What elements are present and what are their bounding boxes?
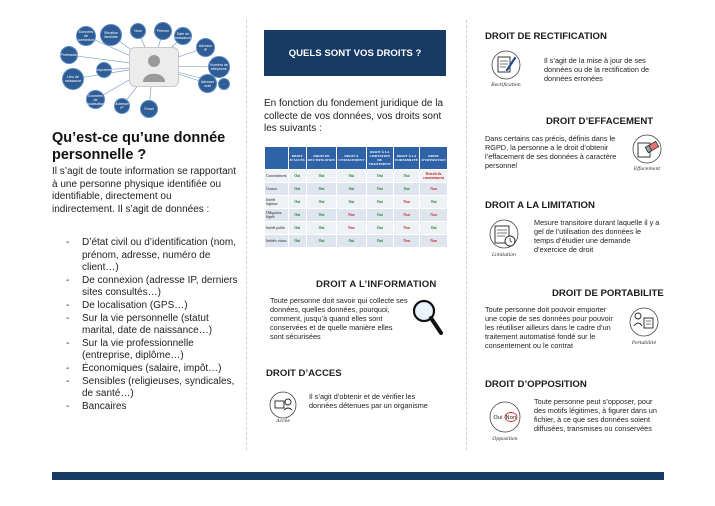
mindmap-node: Adresse mail <box>198 74 217 93</box>
table-cell: Oui <box>366 222 393 235</box>
mindmap-node: Lieu de naissance <box>62 68 84 90</box>
table-cell: Non <box>420 183 448 196</box>
mindmap-node: Numéro de téléphone <box>208 56 230 78</box>
table-cell: Non <box>393 235 419 248</box>
table-header-cell: DROIT À LA PORTABILITÉ <box>393 147 419 170</box>
legal-basis-cell: Intérêt public <box>265 222 289 235</box>
table-cell: Oui <box>366 170 393 183</box>
table-cell: Oui <box>288 235 306 248</box>
legal-basis-cell: Obligation légale <box>265 209 289 222</box>
table-cell: Non <box>337 209 366 222</box>
access-icon-label: Accès <box>276 419 290 424</box>
opposition-heading: DROIT D’OPPOSITION <box>485 379 587 390</box>
table-cell: Retrait du consentement <box>420 170 448 183</box>
table-header-cell: DROIT D’OPPOSITION <box>420 147 448 170</box>
mindmap-node: Profession <box>60 46 78 64</box>
table-row <box>265 196 448 209</box>
table-header-cell: DROIT D’ACCÈS <box>288 147 306 170</box>
mindmap-node: Empreintes <box>96 62 112 78</box>
mindmap-node: Prénom <box>154 22 172 40</box>
opposition-icon-label: Opposition <box>492 437 518 442</box>
effacement-heading: DROIT D’EFFACEMENT <box>546 116 654 127</box>
table-cell: Non <box>393 209 419 222</box>
person-avatar <box>129 47 179 87</box>
portabilite-heading: DROIT DE PORTABILITE <box>552 288 664 299</box>
mindmap-node: Adresse IP <box>196 38 215 57</box>
column-divider <box>246 20 247 450</box>
opposition-icon-non: Non <box>505 415 517 421</box>
table-cell: Oui <box>288 209 306 222</box>
column-divider <box>466 20 467 450</box>
list-item: - Sensibles (religieuses, syndicales, de santé…) <box>66 376 238 401</box>
table-cell: Oui <box>306 209 336 222</box>
rectification-heading: DROIT DE RECTIFICATION <box>485 31 607 42</box>
table-cell: Oui <box>337 170 366 183</box>
table-cell: Oui <box>288 222 306 235</box>
rights-title: QUELS SONT VOS DROITS ? <box>288 47 422 59</box>
eraser-icon <box>628 132 666 172</box>
portabilite-icon-label: Portabilité <box>631 341 657 346</box>
limitation-text: Mesure transitoire durant laquelle il y a gel de l’utilisation des données le temps d’étudier une demande d’exercice de droit <box>534 218 660 254</box>
table-cell: Oui <box>420 196 448 209</box>
list-item: - De localisation (GPS…) <box>66 300 238 313</box>
mindmap-node: Adresse IP <box>114 98 130 114</box>
info-text: Toute personne doit savoir qui collecte ses données, quelles données, pourquoi, comment, jusqu’à quand elles sont conservées et de quelle manière elles sont sécurisées <box>270 296 408 341</box>
table-header-cell: DROIT À L’EFFACEMENT <box>337 147 366 170</box>
portability-icon <box>625 304 663 346</box>
mindmap-node: Données de connexion <box>76 26 96 46</box>
personal-data-list <box>66 237 238 413</box>
rights-title-banner <box>264 30 446 76</box>
acces-heading: DROIT D’ACCES <box>266 368 342 379</box>
list-item: - Bancaires <box>66 401 238 414</box>
portabilite-text: Toute personne doit pouvoir emporter une copie de ses données pour pouvoir les réutiliser ailleurs dans le cadre d’un traitement automatisé fondé sur le consentement ou le contrat <box>485 305 613 350</box>
rights-intro: En fonction du fondement juridique de la collecte de vos données, vos droits sont les suivants : <box>264 98 444 135</box>
table-cell: Non <box>393 222 419 235</box>
acces-text: Il s’agit d’obtenir et de vérifier les données détenues par un organisme <box>309 392 428 410</box>
table-cell: Oui <box>337 235 366 248</box>
table-cell: Oui <box>366 183 393 196</box>
list-item: - De connexion (adresse IP, derniers sites consultés…) <box>66 275 238 300</box>
table-cell: Oui <box>306 222 336 235</box>
mindmap-node: Date de naissance <box>174 27 192 45</box>
opposition-icon <box>485 397 525 443</box>
table-cell: Oui <box>337 196 366 209</box>
table-cell: Oui <box>306 183 336 196</box>
mindmap-node: ... <box>218 78 230 90</box>
mindmap-node: Données de localisation <box>86 90 105 109</box>
list-item: - Sur la vie professionnelle (entreprise, diplôme…) <box>66 338 238 363</box>
table-row <box>265 183 448 196</box>
table-header-cell: DROIT À LA LIMITATION DU TRAITEMENT <box>366 147 393 170</box>
table-header-row <box>265 147 448 170</box>
list-item: - Économiques (salaire, impôt…) <box>66 363 238 376</box>
table-cell: Oui <box>337 183 366 196</box>
limitation-icon <box>485 216 523 258</box>
table-cell: Non <box>420 235 448 248</box>
table-cell: Oui <box>306 235 336 248</box>
table-row <box>265 235 448 248</box>
table-row <box>265 209 448 222</box>
table-header-cell <box>265 147 289 170</box>
table-cell: Non <box>337 222 366 235</box>
table-cell: Oui <box>306 196 336 209</box>
table-cell: Oui <box>288 183 306 196</box>
info-heading: DROIT A L’INFORMATION <box>316 279 437 290</box>
table-row <box>265 222 448 235</box>
mindmap-node: Nom <box>130 23 146 39</box>
access-icon <box>266 390 300 424</box>
personal-data-heading: Qu’est-ce qu’une donnée personnelle ? <box>52 130 226 163</box>
legal-basis-cell: Consentement <box>265 170 289 183</box>
table-cell: Oui <box>393 170 419 183</box>
table-cell: Non <box>393 196 419 209</box>
table-cell: Oui <box>288 170 306 183</box>
limitation-icon-label: Limitation <box>492 253 516 258</box>
table-cell: Oui <box>366 235 393 248</box>
personal-data-definition: Il s’agit de toute information se rapportant à une personne physique identifiée ou identifiable, directement ou indirectement. Il s’agit de données : <box>52 166 236 215</box>
opposition-text: Toute personne peut s’opposer, pour des motifs légitimes, à figurer dans un fichier, à ce que ses données soient diffusées, transmises ou conservées <box>534 397 657 433</box>
list-item: - Sur la vie personnelle (statut marital, date de naissance…) <box>66 313 238 338</box>
mindmap-node: Email <box>140 100 158 118</box>
table-cell: Oui <box>393 183 419 196</box>
table-cell: Oui <box>288 196 306 209</box>
mindmap-node: Situation familiale <box>100 24 122 46</box>
legal-basis-cell: Intérêt légitime <box>265 196 289 209</box>
table-cell: Non <box>420 209 448 222</box>
effacement-icon-label: Effacement <box>633 167 661 172</box>
personal-data-mindmap <box>50 18 230 113</box>
magnifier-icon <box>410 297 444 337</box>
rectification-text: Il s’agit de la mise à jour de ses données ou de la rectification de données erronées <box>544 56 650 83</box>
table-cell: Oui <box>366 209 393 222</box>
table-header-cell: DROIT DE RECTIFICATION <box>306 147 336 170</box>
legal-basis-cell: Intérêts vitaux <box>265 235 289 248</box>
rights-table <box>264 146 448 248</box>
rectification-icon <box>487 48 525 88</box>
table-cell: Oui <box>366 196 393 209</box>
table-cell: Oui <box>306 170 336 183</box>
limitation-heading: DROIT A LA LIMITATION <box>485 200 595 211</box>
legal-basis-cell: Contrat <box>265 183 289 196</box>
footer-bar <box>52 472 664 480</box>
effacement-text: Dans certains cas précis, définis dans le RGPD, la personne a le droit d’obtenir l’effacement de ses données à caractère personnel <box>485 134 617 170</box>
table-row <box>265 170 448 183</box>
opposition-icon-oui: Oui <box>493 415 503 421</box>
rectification-icon-label: Rectification <box>491 83 521 88</box>
table-cell: Oui <box>420 222 448 235</box>
list-item: - D’état civil ou d’identification (nom, prénom, adresse, numéro de client…) <box>66 237 238 275</box>
